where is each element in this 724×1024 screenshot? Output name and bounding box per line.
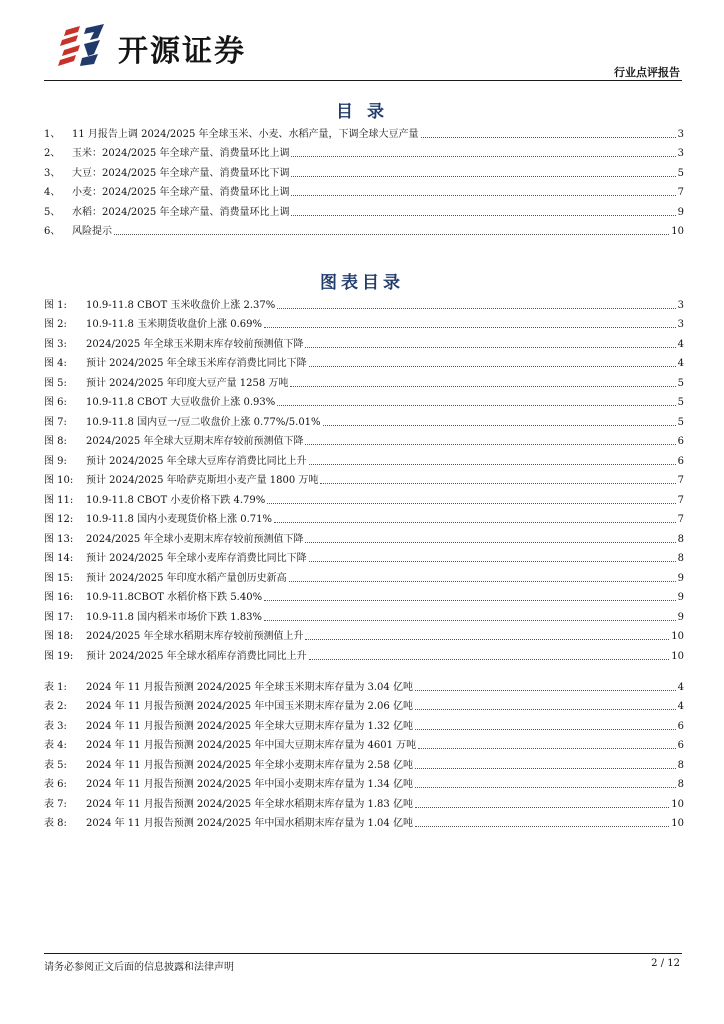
dot-leader <box>114 234 669 235</box>
dot-leader <box>264 600 676 601</box>
figure-entry-label: 预计 2024/2025 年印度大豆产量 1258 万吨 <box>86 377 289 389</box>
figure-entry[interactable] <box>44 565 684 585</box>
table-entry-label: 2024 年 11 月报告预测 2024/2025 年全球小麦期末库存量为 2.58 亿吨 <box>86 759 413 771</box>
figure-entry-page: 5 <box>677 416 684 428</box>
figure-entry-page: 9 <box>677 611 684 623</box>
toc-entry-number: 6、 <box>44 226 61 237</box>
table-entry-page: 4 <box>677 701 684 712</box>
figure-entry[interactable] <box>44 585 684 605</box>
toc-list <box>44 121 684 238</box>
footer-disclaimer: 请务必参阅正文后面的信息披露和法律声明 <box>44 962 234 973</box>
table-entry[interactable] <box>44 713 684 733</box>
table-entry-label: 2024 年 11 月报告预测 2024/2025 年全球大豆期末库存量为 1.32 亿吨 <box>86 720 413 732</box>
dot-leader <box>415 787 676 788</box>
dot-leader <box>291 195 675 196</box>
table-entry-number: 表 2: <box>44 701 67 712</box>
table-entry[interactable] <box>44 811 684 831</box>
table-entry[interactable] <box>44 772 684 792</box>
toc-entry-label: 水稻：2024/2025 年全球产量、消费量环比上调 <box>72 206 290 218</box>
figure-entry-label: 预计 2024/2025 年全球玉米库存消费比同比下降 <box>86 358 307 369</box>
figure-entry-label: 预计 2024/2025 年印度水稻产量创历史新高 <box>86 572 287 584</box>
figure-entry-page: 8 <box>677 553 684 564</box>
toc-entry-label: 风险提示 <box>72 226 112 237</box>
figure-entry[interactable] <box>44 546 684 566</box>
figure-entry-label: 预计 2024/2025 年哈萨克斯坦小麦产量 1800 万吨 <box>86 475 319 486</box>
figure-entry[interactable] <box>44 351 684 371</box>
figure-entry-page: 6 <box>677 455 684 467</box>
dot-leader <box>421 137 676 138</box>
dot-leader <box>415 709 676 710</box>
figure-entry-page: 3 <box>677 319 684 330</box>
table-entry-page: 10 <box>671 798 684 810</box>
table-entry[interactable] <box>44 674 684 694</box>
figure-entry-page: 10 <box>671 650 684 662</box>
dot-leader <box>415 826 669 827</box>
toc-entry-label: 玉米：2024/2025 年全球产量、消费量环比上调 <box>72 148 290 159</box>
toc-entry-label: 小麦：2024/2025 年全球产量、消费量环比上调 <box>72 187 290 198</box>
figure-entry-page: 7 <box>677 475 684 486</box>
table-entry-label: 2024 年 11 月报告预测 2024/2025 年全球玉米期末库存量为 3.04 亿吨 <box>86 681 413 693</box>
figure-entry-number: 图 14: <box>44 553 74 564</box>
dot-leader <box>289 581 676 582</box>
table-entry[interactable] <box>44 694 684 714</box>
figure-entry[interactable] <box>44 468 684 488</box>
toc-entry[interactable] <box>44 180 684 200</box>
toc-entry-label: 大豆：2024/2025 年全球产量、消费量环比下调 <box>72 167 290 179</box>
figure-entry-number: 图 1: <box>44 299 67 311</box>
figure-entry-number: 图 19: <box>44 650 74 662</box>
figure-entry-number: 图 3: <box>44 338 67 350</box>
figure-entry-page: 5 <box>677 397 684 408</box>
table-entry[interactable] <box>44 791 684 811</box>
figure-entry-number: 图 4: <box>44 358 67 369</box>
table-entry-page: 4 <box>677 681 684 693</box>
table-entry-number: 表 4: <box>44 740 67 751</box>
page-number: 2 / 12 <box>651 958 680 969</box>
figure-entry-number: 图 18: <box>44 631 74 642</box>
figure-entry-number: 图 2: <box>44 319 67 330</box>
toc-entry-page: 3 <box>677 148 684 159</box>
toc-entry[interactable] <box>44 219 684 239</box>
figure-entry[interactable] <box>44 604 684 624</box>
toc-entry-page: 7 <box>677 187 684 198</box>
toc-entry[interactable] <box>44 199 684 219</box>
toc-entry[interactable] <box>44 141 684 161</box>
figure-entry-label: 10.9-11.8 CBOT 小麦价格下跌 4.79% <box>86 494 266 506</box>
toc-entry-number: 4、 <box>44 187 61 198</box>
figure-entry[interactable] <box>44 312 684 332</box>
table-entry-page: 6 <box>677 740 684 751</box>
table-entry[interactable] <box>44 752 684 772</box>
figures-toc-title: 图表目录 <box>320 273 404 293</box>
header-divider <box>44 80 682 81</box>
figure-entry-page: 6 <box>677 436 684 447</box>
dot-leader <box>290 386 675 387</box>
figure-entry-label: 10.9-11.8 国内豆一/豆二收盘价上涨 0.77%/5.01% <box>86 416 321 428</box>
dot-leader <box>309 464 676 465</box>
dot-leader <box>415 690 676 691</box>
figure-entry[interactable] <box>44 487 684 507</box>
figure-entry-number: 图 6: <box>44 397 67 408</box>
table-entry-number: 表 6: <box>44 779 67 790</box>
figure-entry-page: 4 <box>677 338 684 350</box>
figure-entry-page: 4 <box>677 358 684 369</box>
dot-leader <box>305 639 669 640</box>
dot-leader <box>305 347 675 348</box>
table-entry-label: 2024 年 11 月报告预测 2024/2025 年全球水稻期末库存量为 1.83 亿吨 <box>86 798 413 810</box>
figure-entry-number: 图 13: <box>44 533 74 545</box>
toc-entry-page: 10 <box>671 226 684 237</box>
brand-name: 开源证券 <box>118 34 246 69</box>
figure-entry-label: 预计 2024/2025 年全球水稻库存消费比同比上升 <box>86 650 307 662</box>
dot-leader <box>415 729 676 730</box>
figure-entry-label: 预计 2024/2025 年全球小麦库存消费比同比下降 <box>86 553 307 564</box>
figure-entry-page: 10 <box>671 631 684 642</box>
figure-entry-label: 10.9-11.8 CBOT 玉米收盘价上涨 2.37% <box>86 299 276 311</box>
toc-entry-number: 5、 <box>44 206 61 218</box>
table-entry[interactable] <box>44 733 684 753</box>
footer-divider <box>44 953 682 954</box>
figure-entry[interactable] <box>44 507 684 527</box>
dot-leader <box>277 308 675 309</box>
toc-entry-number: 3、 <box>44 167 61 179</box>
figure-entry-number: 图 16: <box>44 592 74 603</box>
figure-entry[interactable] <box>44 390 684 410</box>
figure-entry-page: 7 <box>677 514 684 525</box>
table-entry-number: 表 8: <box>44 818 67 829</box>
figure-entry[interactable] <box>44 624 684 644</box>
table-entry-number: 表 7: <box>44 798 67 810</box>
figure-entry[interactable] <box>44 370 684 390</box>
figure-entry-label: 2024/2025 年全球大豆期末库存较前预测值下降 <box>86 436 304 447</box>
figure-entry[interactable] <box>44 448 684 468</box>
figure-entry[interactable] <box>44 331 684 351</box>
figure-entry-label: 预计 2024/2025 年全球大豆库存消费比同比上升 <box>86 455 307 467</box>
table-entry-page: 8 <box>677 759 684 771</box>
dot-leader <box>415 768 676 769</box>
figure-entry-number: 图 8: <box>44 436 67 447</box>
toc-title: 目 录 <box>336 102 388 122</box>
dot-leader <box>415 807 669 808</box>
figure-entry-page: 8 <box>677 533 684 545</box>
figure-entry-number: 图 15: <box>44 572 74 584</box>
figure-entry-number: 图 10: <box>44 475 74 486</box>
figure-entry-page: 3 <box>677 299 684 311</box>
table-entry-label: 2024 年 11 月报告预测 2024/2025 年中国大豆期末库存量为 4601 万吨 <box>86 740 417 751</box>
toc-entry[interactable] <box>44 160 684 180</box>
table-entry-number: 表 3: <box>44 720 67 732</box>
figure-entry-label: 10.9-11.8 国内稻米市场价下跌 1.83% <box>86 611 263 623</box>
figure-entry-label: 10.9-11.8 国内小麦现货价格上涨 0.71% <box>86 514 273 525</box>
figure-entry-label: 10.9-11.8 CBOT 大豆收盘价上涨 0.93% <box>86 397 276 408</box>
table-entry-label: 2024 年 11 月报告预测 2024/2025 年中国水稻期末库存量为 1.04 亿吨 <box>86 818 413 829</box>
figure-entry-label: 2024/2025 年全球玉米期末库存较前预测值下降 <box>86 338 304 350</box>
toc-entry-number: 2、 <box>44 148 61 159</box>
table-entry-page: 10 <box>671 818 684 829</box>
dot-leader <box>277 405 675 406</box>
figure-entry[interactable] <box>44 526 684 546</box>
toc-entry-page: 9 <box>677 206 684 218</box>
table-entry-label: 2024 年 11 月报告预测 2024/2025 年中国小麦期末库存量为 1.34 亿吨 <box>86 779 413 790</box>
table-entry-page: 6 <box>677 720 684 732</box>
figure-entry-page: 7 <box>677 494 684 506</box>
figure-entry-page: 5 <box>677 377 684 389</box>
dot-leader <box>309 659 670 660</box>
dot-leader <box>418 748 675 749</box>
dot-leader <box>291 176 675 177</box>
toc-entry-page: 3 <box>677 128 684 140</box>
dot-leader <box>323 425 676 426</box>
figure-entry[interactable] <box>44 429 684 449</box>
toc-entry-number: 1、 <box>44 128 61 140</box>
dot-leader <box>305 542 675 543</box>
dot-leader <box>267 503 675 504</box>
figure-entry-number: 图 17: <box>44 611 74 623</box>
tables-list <box>44 674 684 830</box>
page-header <box>0 0 724 90</box>
figure-entry-number: 图 5: <box>44 377 67 389</box>
toc-entry-label: 11 月报告上调 2024/2025 年全球玉米、小麦、水稻产量，下调全球大豆产量 <box>72 128 419 140</box>
figure-entry[interactable] <box>44 292 684 312</box>
figure-entry[interactable] <box>44 643 684 663</box>
figure-entry-number: 图 7: <box>44 416 67 428</box>
dot-leader <box>291 215 675 216</box>
dot-leader <box>309 561 676 562</box>
figure-entry-page: 9 <box>677 572 684 584</box>
dot-leader <box>320 483 675 484</box>
dot-leader <box>264 327 676 328</box>
figure-entry-number: 图 9: <box>44 455 67 467</box>
figures-list <box>44 292 684 663</box>
dot-leader <box>274 522 676 523</box>
dot-leader <box>291 156 675 157</box>
figure-entry[interactable] <box>44 409 684 429</box>
toc-entry[interactable] <box>44 121 684 141</box>
dot-leader <box>305 444 675 445</box>
figure-entry-number: 图 11: <box>44 494 74 506</box>
figure-entry-label: 10.9-11.8 玉米期货收盘价上涨 0.69% <box>86 319 263 330</box>
figure-entry-label: 2024/2025 年全球小麦期末库存较前预测值下降 <box>86 533 304 545</box>
dot-leader <box>309 366 676 367</box>
figure-entry-label: 10.9-11.8CBOT 水稻价格下跌 5.40% <box>86 592 263 603</box>
table-entry-number: 表 1: <box>44 681 67 693</box>
figure-entry-number: 图 12: <box>44 514 74 525</box>
table-entry-number: 表 5: <box>44 759 67 771</box>
figure-entry-page: 9 <box>677 592 684 603</box>
table-entry-label: 2024 年 11 月报告预测 2024/2025 年中国玉米期末库存量为 2.06 亿吨 <box>86 701 413 712</box>
report-type-label: 行业点评报告 <box>614 66 680 79</box>
brand-logo-icon <box>58 24 110 66</box>
table-entry-page: 8 <box>677 779 684 790</box>
dot-leader <box>264 620 676 621</box>
figure-entry-label: 2024/2025 年全球水稻期末库存较前预测值上升 <box>86 631 304 642</box>
toc-entry-page: 5 <box>677 167 684 179</box>
